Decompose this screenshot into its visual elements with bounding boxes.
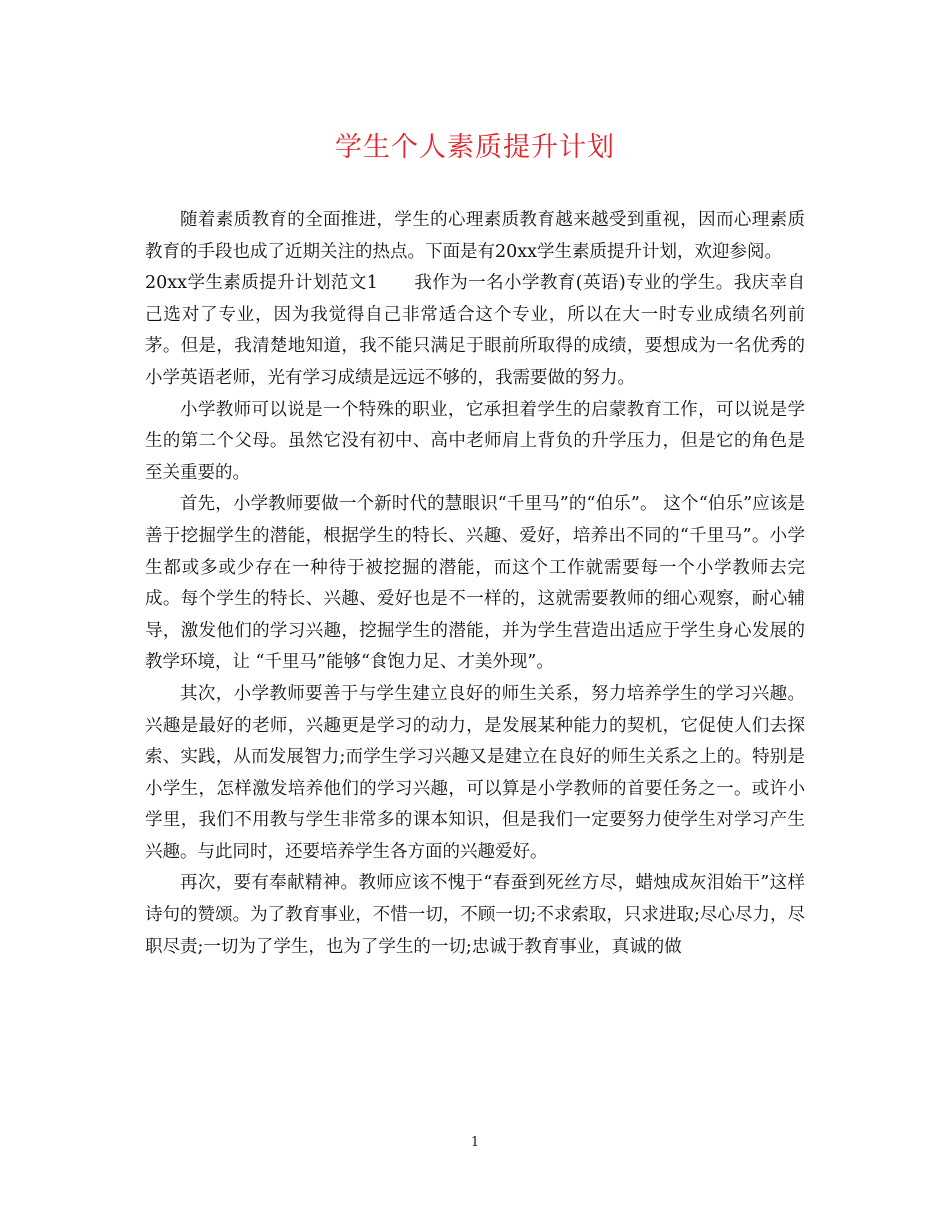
intro-paragraph: 随着素质教育的全面推进，学生的心理素质教育越来越受到重视，因而心理素质教育的手段也成了近期关注的热点。下面是有20xx学生素质提升计划，欢迎参阅。: [145, 210, 805, 262]
section-first-text: 我作为一名小学教育(英语)专业的学生。我庆幸自己选对了专业，因为我觉得自己非常适合这个专业，所以在大一时专业成绩名列前茅。但是，我清楚地知道，我不能只满足于眼前所取得的成绩，要想成为一名优秀的小学英语老师，光有学习成绩是远远不够的，我需要做的努力。: [145, 273, 806, 388]
body-paragraph-2: 首先，小学教师要做一个新时代的慧眼识“千里马”的“伯乐”。 这个“伯乐”应该是善于挖掘学生的潜能，根据学生的特长、兴趣、爱好，培养出不同的“千里马”。小学生都或多或少存在一种待于被挖掘的潜能，而这个工作就需要每一个小学教师去完成。每个学生的特长、兴趣、爱好也是不一样的，这就需要教师的细心观察，耐心辅导，激发他们的学习兴趣，挖掘学生的潜能，并为学生营造出适应于学生身心发展的教学环境，让 “千里马”能够“食饱力足、才美外现”。: [145, 494, 805, 673]
body-paragraph-4: 再次，要有奉献精神。教师应该不愧于“春蚕到死丝方尽，蜡烛成灰泪始干”这样诗句的赞颂。为了教育事业，不惜一切，不顾一切;不求索取，只求进取;尽心尽力，尽职尽责;一切为了学生，也为了学生的一切;忠诚于教育事业，真诚的做: [145, 873, 805, 957]
section-paragraph: [145, 268, 805, 394]
page-number: 1: [470, 1135, 480, 1150]
document-title: 学生个人素质提升计划: [335, 132, 615, 163]
section-heading: 20xx学生素质提升计划范文1: [145, 273, 378, 294]
document-body: [145, 205, 805, 963]
body-paragraph-3: 其次，小学教师要善于与学生建立良好的师生关系，努力培养学生的学习兴趣。兴趣是最好的老师，兴趣更是学习的动力，是发展某种能力的契机，它促使人们去探索、实践，从而发展智力;而学生学习兴趣又是建立在良好的师生关系之上的。特别是小学生，怎样激发培养他们的学习兴趣，可以算是小学教师的首要任务之一。或许小学里，我们不用教与学生非常多的课本知识，但是我们一定要努力使学生对学习产生兴趣。与此同时，还要培养学生各方面的兴趣爱好。: [145, 683, 805, 862]
body-paragraph-1: 小学教师可以说是一个特殊的职业，它承担着学生的启蒙教育工作，可以说是学生的第二个父母。虽然它没有初中、高中老师肩上背负的升学压力，但是它的角色是至关重要的。: [145, 399, 805, 483]
